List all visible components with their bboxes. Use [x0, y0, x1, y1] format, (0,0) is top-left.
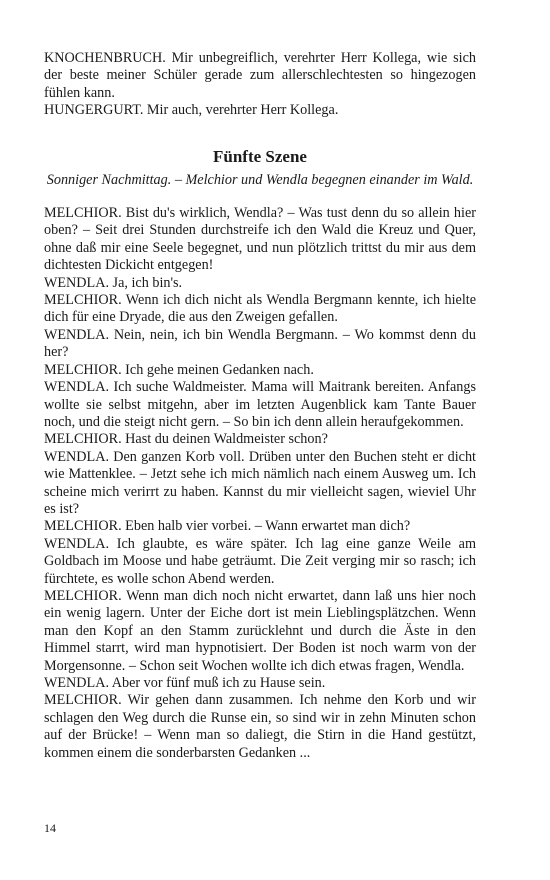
dialogue-line: WENDLA. Den ganzen Korb voll. Drüben unter den Buchen steht er dicht wie Mattenklee. – Jetzt sehe ich mich nämlich nach einem Ausweg um. Ich scheine mich verirrt zu haben. Kannst du mir vielleicht sagen, wieviel Uhr es ist? [44, 448, 476, 517]
page-body [44, 50, 476, 762]
dialogue-line: MELCHIOR. Wir gehen dann zusammen. Ich nehme den Korb und wir schlagen den Weg durch die Runse ein, so sind wir in zehn Minuten schon auf der Brücke! – Wenn man so daliegt, die Stirn in die Hand gestützt, kommen einem die sonderbarsten Gedanken ... [44, 692, 476, 761]
dialogue-line: MELCHIOR. Wenn ich dich nicht als Wendla Bergmann kennte, ich hielte dich für eine Dryade, die aus den Zweigen gefallen. [44, 292, 476, 326]
dialogue-line: MELCHIOR. Ich gehe meinen Gedanken nach. [44, 361, 314, 378]
scene-title: Fünfte Szene [213, 146, 307, 166]
dialogue-line: HUNGERGURT. Mir auch, verehrter Herr Kollega. [44, 102, 339, 119]
dialogue-line: WENDLA. Nein, nein, ich bin Wendla Bergmann. – Wo kommst denn du her? [44, 326, 476, 361]
dialogue-line: MELCHIOR. Hast du deinen Waldmeister schon? [44, 431, 328, 448]
dialogue-line: KNOCHENBRUCH. Mir unbegreiflich, verehrter Herr Kollega, wie sich der beste meiner Schüler gerade zum allerschlechtesten so hingezogen fühlen kann. [44, 50, 476, 101]
dialogue-line: MELCHIOR. Wenn man dich noch nicht erwartet, dann laß uns hier noch ein wenig lagern. Unter der Eiche dort ist mein Lieblingsplätzchen. Wenn man den Kopf an den Stamm zurücklehnt und durch die Äste in den Himmel starrt, wird man hypnotisiert. Der Boden ist noch warm von der Morgensonne. – Schon seit Wochen wollte ich dich etwas fragen, Wendla. [44, 587, 476, 674]
stage-direction: Sonniger Nachmittag. – Melchior und Wendla begegnen einander im Wald. [46, 171, 474, 188]
page-number: 14 [44, 821, 56, 835]
dialogue-line: WENDLA. Ja, ich bin's. [44, 274, 183, 291]
dialogue-line: MELCHIOR. Eben halb vier vorbei. – Wann erwartet man dich? [44, 518, 411, 535]
dialogue-line: WENDLA. Aber vor fünf muß ich zu Hause sein. [44, 675, 326, 691]
dialogue-line: MELCHIOR. Bist du's wirklich, Wendla? – Was tust denn du so allein hier oben? – Seit drei Stunden durchstreife ich den Wald die Kreuz und Quer, ohne daß mir eine Seele begegnet, und nun plötzlich trittst du mir aus dem dichtesten Dickicht entgegen! [44, 205, 476, 274]
dialogue-line: WENDLA. Ich glaubte, es wäre später. Ich lag eine ganze Weile am Goldbach im Moose und habe geträumt. Die Zeit verging mir so rasch; ich fürchtete, es wolle schon Abend werden. [44, 535, 476, 587]
dialogue-line: WENDLA. Ich suche Waldmeister. Mama will Maitrank bereiten. Anfangs wollte sie selbst mitgehn, aber im letzten Augenblick kam Tante Bauer noch, und die steigt nicht gern. – So bin ich denn allein heraufgekommen. [44, 379, 476, 430]
